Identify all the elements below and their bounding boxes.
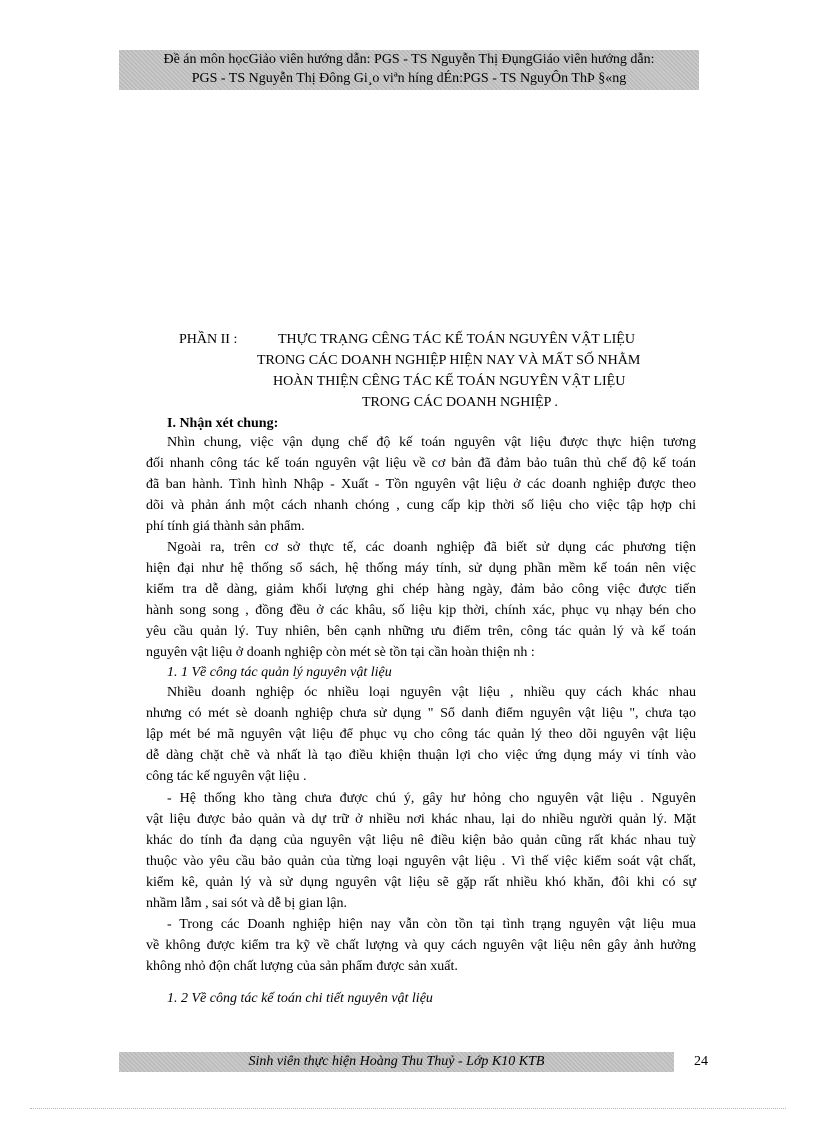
chapter-part-label: PHẦN II : xyxy=(179,332,238,347)
paragraph-line: về không được kiểm tra kỹ về chất lượng và quy cách nguyên vật liệu nên gây ảnh hưởng xyxy=(146,938,696,953)
paragraph-line: Nhìn chung, việc vận dụng chế độ kế toán nguyên vật liệu được thực hiện tương xyxy=(167,435,696,450)
bottom-dotted-rule xyxy=(30,1108,786,1109)
chapter-title-line-2: TRONG CÁC DOANH NGHIỆP HIỆN NAY VÀ MẤT SỐ NHẰM xyxy=(257,353,641,368)
paragraph-line: yêu cầu quản lý. Tuy nhiên, bên cạnh những ưu điểm trên, công tác quản lý và kế toán xyxy=(146,624,696,639)
paragraph-line: khác do tính đa dạng của nguyên vật liệu nê điều kiện bảo quản cũng rất khác nhau tuỳ xyxy=(146,833,696,848)
subsection-heading: 1. 1 Về công tác quản lý nguyên vật liệu xyxy=(167,665,392,680)
paragraph-line: đã ban hành. Tình hình Nhập - Xuất - Tồn nguyên vật liệu ở các doanh nghiệp được theo xyxy=(146,477,696,492)
paragraph-line: không nhỏ độn chất lượng của sản phẩm được sản xuất. xyxy=(146,959,458,974)
paragraph-line: nhưng có mét sè doanh nghiệp chưa sử dụng " Sổ danh điểm nguyên vật liệu ", chưa tạo xyxy=(146,706,696,721)
paragraph-line: đối nhanh công tác kế toán nguyên vật liệu về cơ bản đã đảm bảo tuân thủ chế độ kế toán xyxy=(146,456,696,471)
paragraph-line: nhầm lẫm , sai sót và dễ bị gian lận. xyxy=(146,896,348,911)
section-heading: I. Nhận xét chung: xyxy=(167,416,279,431)
header-line-2: PGS - TS Nguyễn Thị Đông Gi¸o viªn híng dÉn:PGS - TS NguyÔn ThÞ §«ng xyxy=(191,71,627,86)
paragraph-line: Nhiều doanh nghiệp óc nhiều loại nguyên vật liệu , nhiều quy cách khác nhau xyxy=(167,685,696,700)
chapter-title-line-3: HOÀN THIỆN CÊNG TÁC KẾ TOÁN NGUYÊN VẬT LIỆU xyxy=(273,374,626,389)
paragraph-line: vật liệu được bảo quản và dự trữ ở nhiều nơi khác nhau, lại do nhiều người quản lý. Mặt xyxy=(146,812,696,827)
footer-text: Sinh viên thực hiện Hoàng Thu Thuỷ - Lớp K10 KTB xyxy=(248,1054,545,1069)
paragraph-line: dễ dàng chặt chẽ và nhất là tạo điều khiện thuận lợi cho việc ứng dụng máy vi tính vào xyxy=(146,748,696,763)
paragraph-line: Ngoài ra, trên cơ sở thực tế, các doanh nghiệp đã biết sử dụng các phương tiện xyxy=(167,540,696,555)
paragraph-line: kiểm tra dễ dàng, giảm khối lượng ghi chép hàng ngày, đảm bảo công việc được tiến xyxy=(146,582,696,597)
page-number: 24 xyxy=(694,1054,708,1069)
paragraph-line: kiểm kê, quản lý và sử dụng nguyên vật liệu sẽ gặp rất nhiều khó khăn, đôi khi có sự xyxy=(146,875,696,890)
paragraph-line: hiện đại như hệ thống sổ sách, hệ thống máy tính, sử dụng phần mềm kế toán nên việc xyxy=(146,561,696,576)
paragraph-line: nguyên vật liệu ở doanh nghiệp còn mét sè tồn tại cần hoàn thiện nh : xyxy=(146,645,535,660)
header-line-1: Đề án môn họcGiảo viên hướng dẫn: PGS - TS Nguyễn Thị ĐụngGiáo viên hướng dẫn: xyxy=(163,52,655,67)
paragraph-line: lập mét bé mã nguyên vật liệu để phục vụ cho công tác quản lý theo dõi nguyên vật liệu xyxy=(146,727,696,742)
paragraph-line: thuộc vào yêu cầu bảo quản của từng loại nguyên vật liệu . Vì thế việc kiểm soát vật chất, xyxy=(146,854,696,869)
chapter-title-line-4: TRONG CÁC DOANH NGHIỆP . xyxy=(362,395,558,410)
paragraph-line: hành song song , đồng đều ở các khâu, số liệu kịp thời, chính xác, phục vụ nhạy bén cho xyxy=(146,603,696,618)
subsection-heading: 1. 2 Về công tác kế toán chi tiết nguyên vật liệu xyxy=(167,991,433,1006)
paragraph-line: - Trong các Doanh nghiệp hiện nay vẫn còn tồn tại tình trạng nguyên vật liệu mua xyxy=(167,917,696,932)
paragraph-line: - Hệ thống kho tàng chưa được chú ý, gây hư hỏng cho nguyên vật liệu . Nguyên xyxy=(167,791,696,806)
paragraph-line: công tác kế nguyên vật liệu . xyxy=(146,769,307,784)
paragraph-line: dõi và phản ánh một cách nhanh chóng , cung cấp kịp thời số liệu cho việc tập hợp chi xyxy=(146,498,696,513)
paragraph-line: phí tính giá thành sản phẩm. xyxy=(146,519,305,534)
chapter-title-line-1: THỰC TRẠNG CÊNG TÁC KẾ TOÁN NGUYÊN VẬT LIỆU xyxy=(278,332,635,347)
